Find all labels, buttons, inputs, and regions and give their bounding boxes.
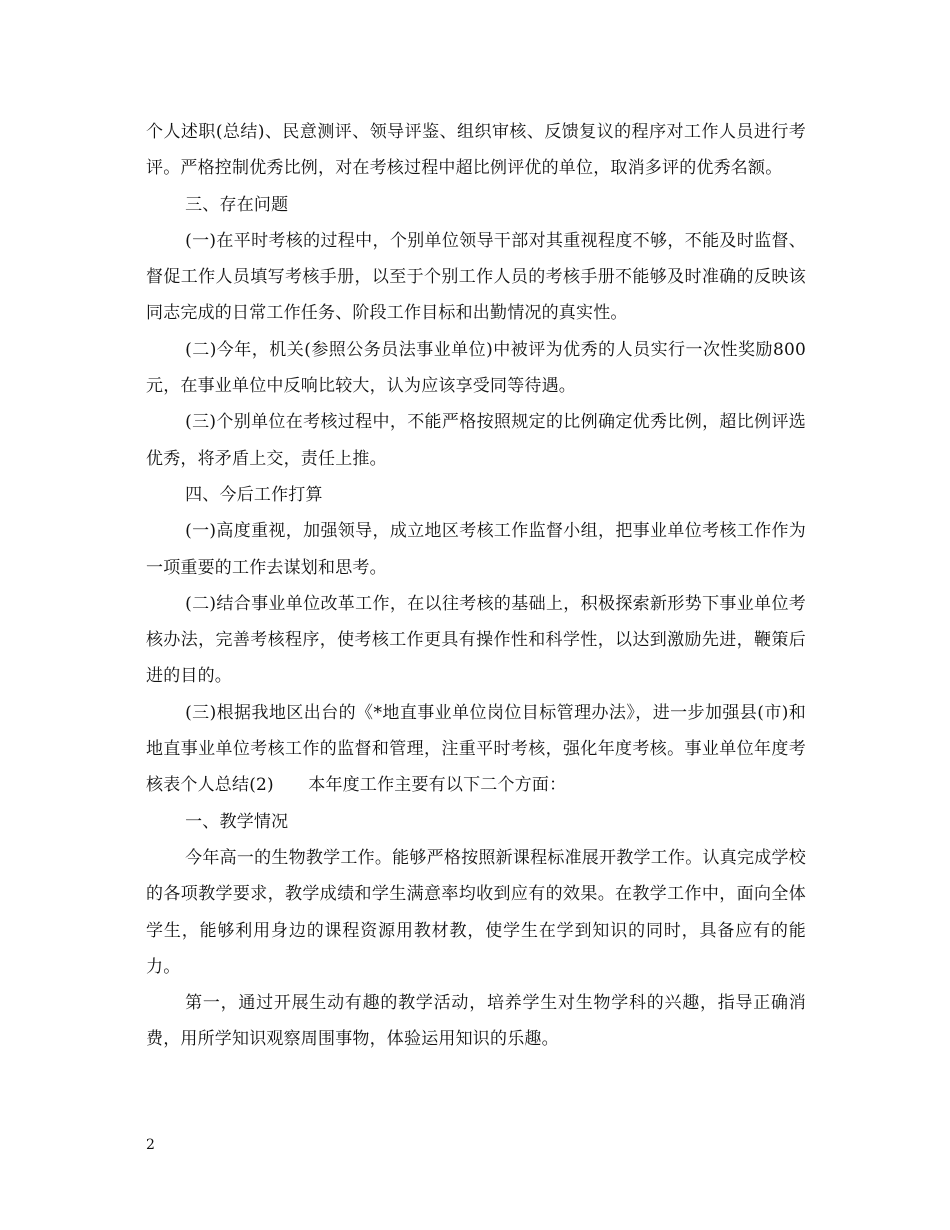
- heading-future-plans: 四、今后工作打算: [185, 484, 323, 505]
- paragraph-plan-2: (二)结合事业单位改革工作，在以往考核的基础上，积极探索新形势下事业单位考核办法，完善考核程序，使考核工作更具有操作性和科学性，以达到激励先进，鞭策后进的目的。: [146, 593, 806, 687]
- document-body: [146, 114, 806, 1058]
- paragraph-problem-2: (二)今年，机关(参照公务员法事业单位)中被评为优秀的人员实行一次性奖励800元，在事业单位中反响比较大，认为应该享受同等待遇。: [146, 339, 806, 397]
- paragraph-problem-1: (一)在平时考核的过程中，个别单位领导干部对其重视程度不够，不能及时监督、督促工作人员填写考核手册，以至于个别工作人员的考核手册不能够及时准确的反映该同志完成的日常工作任务、阶段工作目标和出勤情况的真实性。: [146, 230, 806, 324]
- paragraph-problem-3: (三)个别单位在考核过程中，不能严格按照规定的比例确定优秀比例，超比例评选优秀，将矛盾上交，责任上推。: [146, 412, 806, 469]
- heading-existing-problems: 三、存在问题: [185, 194, 289, 215]
- paragraph-plan-3: (三)根据我地区出台的《*地直事业单位岗位目标管理办法》，进一步加强县(市)和地直事业单位考核工作的监督和管理，注重平时考核，强化年度考核。事业单位年度考核表个人总结(2) 本年度工作主要有以下二个方面：: [146, 702, 806, 796]
- paragraph-teaching-overview: 今年高一的生物教学工作。能够严格按照新课程标准展开教学工作。认真完成学校的各项教学要求，教学成绩和学生满意率均收到应有的效果。在教学工作中，面向全体学生，能够利用身边的课程资源用教材教，使学生在学到知识的同时，具备应有的能力。: [146, 847, 806, 977]
- paragraph-review-procedure: 个人述职(总结)、民意测评、领导评鉴、组织审核、反馈复议的程序对工作人员进行考评。严格控制优秀比例，对在考核过程中超比例评优的单位，取消多评的优秀名额。: [146, 122, 806, 179]
- paragraph-plan-1: (一)高度重视，加强领导，成立地区考核工作监督小组，把事业单位考核工作作为一项重要的工作去谋划和思考。: [146, 521, 806, 578]
- page-number: 2: [146, 1137, 155, 1153]
- heading-teaching-situation: 一、教学情况: [185, 811, 289, 832]
- paragraph-teaching-first-point: 第一，通过开展生动有趣的教学活动，培养学生对生物学科的兴趣，指导正确消费，用所学知识观察周围事物，体验运用知识的乐趣。: [146, 993, 806, 1050]
